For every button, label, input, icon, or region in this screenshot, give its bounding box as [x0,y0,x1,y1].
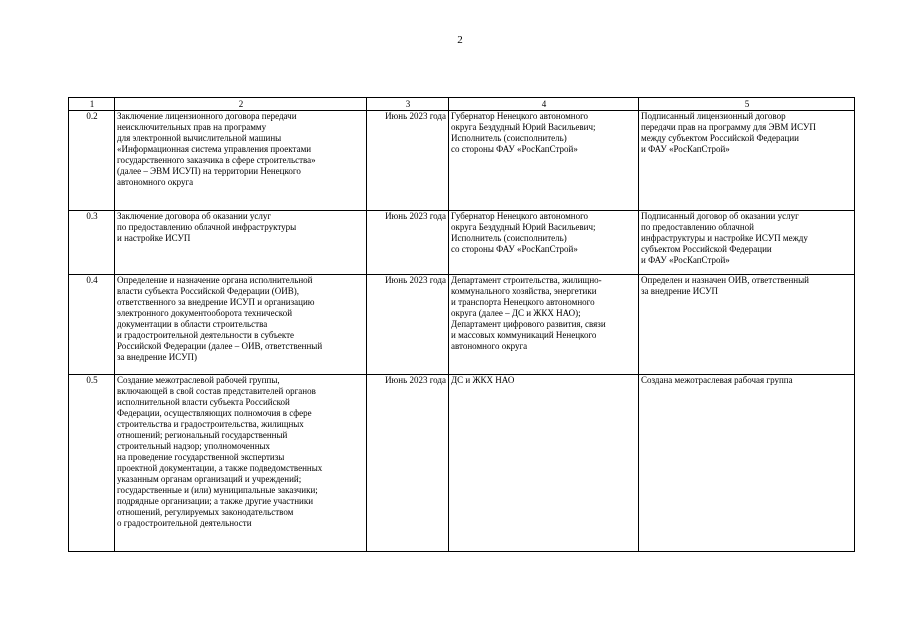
row-executor: ДС и ЖКХ НАО [449,375,639,552]
row-number: 0.4 [69,275,115,375]
row-executor: Губернатор Ненецкого автономного округа Бездудный Юрий Васильевич; Исполнитель (соисполнитель) со стороны ФАУ «РосКапСтрой» [449,211,639,275]
row-task: Заключение лицензионного договора передачи неисключительных прав на программу для электронной вычислительной машины «Информационная система управления проектами государственного заказчика в сфере строительства» (далее – ЭВМ ИСУП) на территории Ненецкого автономного округа [115,111,367,211]
table-row [69,211,855,275]
row-result: Подписанный лицензионный договор передачи прав на программу для ЭВМ ИСУП между субъектом Российской Федерации и ФАУ «РосКапСтрой» [639,111,855,211]
row-result: Определен и назначен ОИВ, ответственный за внедрение ИСУП [639,275,855,375]
row-date: Июнь 2023 года [367,111,449,211]
row-task: Заключение договора об оказании услуг по предоставлению облачной инфраструктуры и настройке ИСУП [115,211,367,275]
row-executor: Губернатор Ненецкого автономного округа Бездудный Юрий Васильевич; Исполнитель (соисполнитель) со стороны ФАУ «РосКапСтрой» [449,111,639,211]
column-header-number: 1 [69,98,115,111]
row-number: 0.5 [69,375,115,552]
row-task: Создание межотраслевой рабочей группы, включающей в свой состав представителей органов исполнительной власти субъекта Российской Федерации, осуществляющих полномочия в сфере строительства и градостроительства, жилищных отношений; региональный государственный строительный надзор; уполномоченных на проведение государственной экспертизы проектной документации, а также подведомственных указанным органам организаций и учреждений; государственные и (или) муниципальные заказчики; подрядные организации; а также другие участники отношений, регулируемых законодательством о градостроительной деятельности [115,375,367,552]
column-header-executor: 4 [449,98,639,111]
row-number: 0.3 [69,211,115,275]
row-number: 0.2 [69,111,115,211]
column-header-date: 3 [367,98,449,111]
table-row [69,111,855,211]
plan-table [68,97,855,552]
page-number: 2 [457,34,463,46]
row-executor: Департамент строительства, жилищно- коммунального хозяйства, энергетики и транспорта Ненецкого автономного округа (далее – ДС и ЖКХ НАО); Департамент цифрового развития, связи и массовых коммуникаций Ненецкого автономного округа [449,275,639,375]
row-result: Подписанный договор об оказании услуг по предоставлению облачной инфраструктуры и настройке ИСУП между субъектом Российской Федерации и ФАУ «РосКапСтрой» [639,211,855,275]
row-date: Июнь 2023 года [367,275,449,375]
row-date: Июнь 2023 года [367,375,449,552]
table-header-row [69,98,855,111]
row-task: Определение и назначение органа исполнительной власти субъекта Российской Федерации (ОИВ), ответственного за внедрение ИСУП и организацию электронного документооборота технической документации в области строительства и градостроительной деятельности в субъекте Российской Федерации (далее – ОИВ, ответственный за внедрение ИСУП) [115,275,367,375]
row-result: Создана межотраслевая рабочая группа [639,375,855,552]
column-header-result: 5 [639,98,855,111]
row-date: Июнь 2023 года [367,211,449,275]
table-row [69,375,855,552]
table-row [69,275,855,375]
column-header-task: 2 [115,98,367,111]
